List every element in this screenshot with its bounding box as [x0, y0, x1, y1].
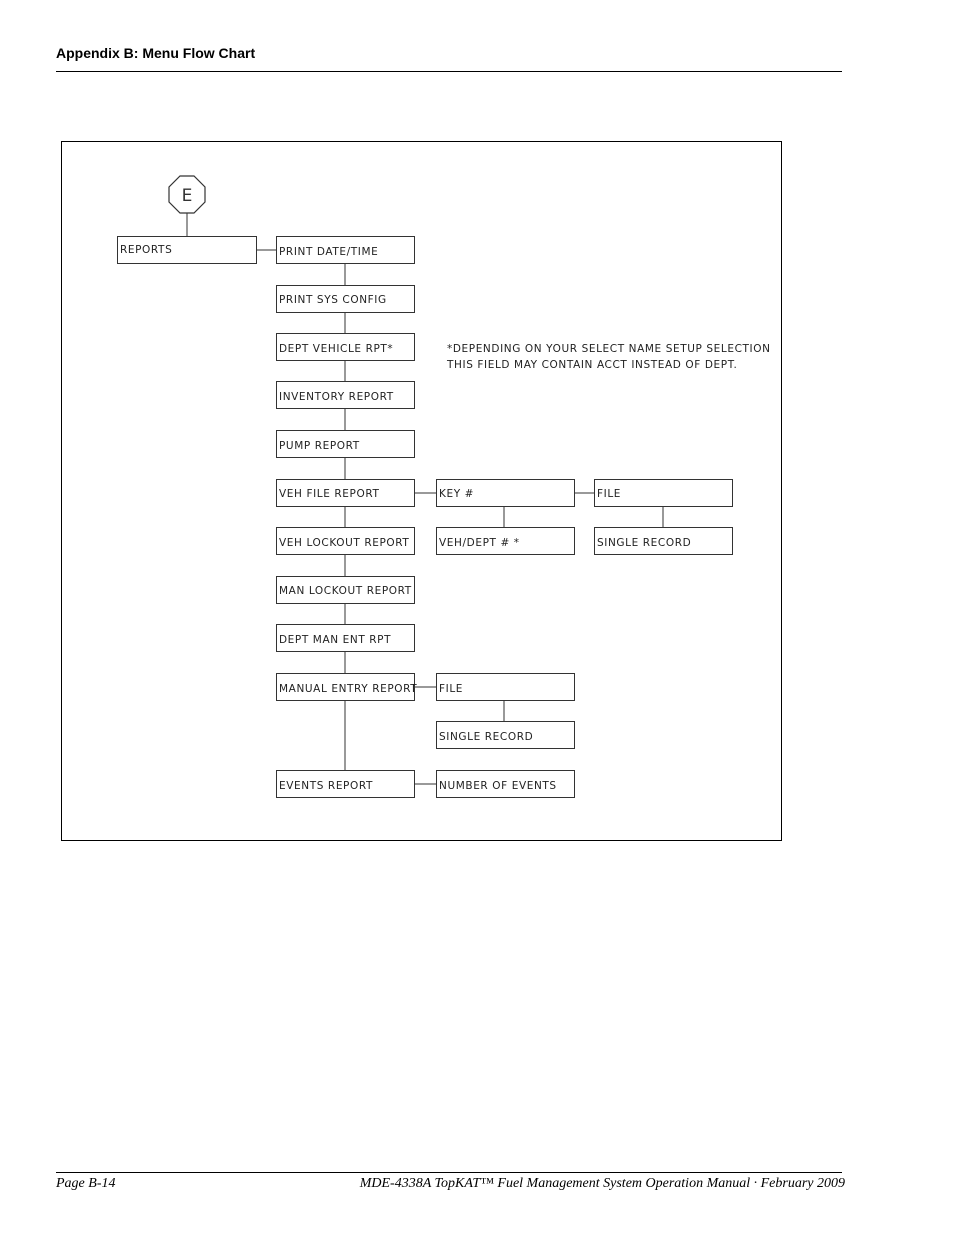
- svg-text:INVENTORY REPORT: INVENTORY REPORT: [279, 391, 394, 403]
- svg-text:REPORTS: REPORTS: [120, 244, 173, 256]
- box-dept-vehicle-rpt: [277, 334, 415, 361]
- svg-text:SINGLE RECORD: SINGLE RECORD: [439, 731, 534, 743]
- box-number-of-events: [437, 771, 575, 798]
- box-pump-report: [277, 431, 415, 458]
- box-dept-man-ent-rpt: [277, 625, 415, 652]
- svg-text:NUMBER OF EVENTS: NUMBER OF EVENTS: [439, 780, 557, 792]
- footnote-dept-acct: [446, 343, 771, 371]
- box-veh-lockout-report: [277, 528, 415, 555]
- footnote-line-2: THIS FIELD MAY CONTAIN ACCT INSTEAD OF DEPT.: [447, 359, 738, 371]
- svg-text:MANUAL ENTRY REPORT: MANUAL ENTRY REPORT: [279, 683, 418, 695]
- svg-text:PUMP REPORT: PUMP REPORT: [279, 440, 360, 452]
- box-inventory-report: [277, 382, 415, 409]
- box-veh-dept-number: [437, 528, 575, 555]
- box-manual-entry-file: [437, 674, 575, 701]
- svg-text:EVENTS REPORT: EVENTS REPORT: [279, 780, 373, 792]
- svg-text:DEPT VEHICLE RPT*: DEPT VEHICLE RPT*: [279, 343, 394, 355]
- box-events-report: [277, 771, 415, 798]
- svg-text:PRINT DATE/TIME: PRINT DATE/TIME: [279, 246, 379, 258]
- box-reports: [118, 237, 257, 264]
- svg-text:KEY #: KEY #: [439, 488, 475, 500]
- box-man-lockout-report: [277, 577, 415, 604]
- connector-lines: [187, 213, 663, 784]
- svg-text:VEH FILE REPORT: VEH FILE REPORT: [279, 488, 380, 500]
- box-key-file: [595, 480, 733, 507]
- svg-text:DEPT MAN ENT RPT: DEPT MAN ENT RPT: [279, 634, 392, 646]
- svg-text:MAN LOCKOUT REPORT: MAN LOCKOUT REPORT: [279, 585, 412, 597]
- manual-title: MDE-4338A TopKAT™ Fuel Management System Operation Manual · February 2009: [359, 1176, 845, 1191]
- svg-text:PRINT SYS CONFIG: PRINT SYS CONFIG: [279, 294, 387, 306]
- page-number: Page B-14: [56, 1176, 116, 1191]
- box-manual-entry-single-record: [437, 722, 575, 749]
- box-print-date-time: [277, 237, 415, 264]
- footnote-line-1: *DEPENDING ON YOUR SELECT NAME SETUP SELECTION: [447, 343, 771, 355]
- box-key-single-record: [595, 528, 733, 555]
- svg-text:FILE: FILE: [597, 488, 622, 500]
- page-header-title: Appendix B: Menu Flow Chart: [56, 45, 256, 61]
- svg-text:VEH LOCKOUT REPORT: VEH LOCKOUT REPORT: [279, 537, 410, 549]
- footer-rule: [56, 1172, 842, 1173]
- svg-text:FILE: FILE: [439, 683, 464, 695]
- box-key-number: [437, 480, 575, 507]
- svg-text:VEH/DEPT # *: VEH/DEPT # *: [439, 537, 520, 549]
- connector-e-label: E: [181, 186, 193, 206]
- box-veh-file-report: [277, 480, 415, 507]
- svg-text:SINGLE RECORD: SINGLE RECORD: [597, 537, 692, 549]
- box-manual-entry-report: [277, 674, 418, 701]
- box-print-sys-config: [277, 286, 415, 313]
- connector-e-octagon: [169, 176, 205, 213]
